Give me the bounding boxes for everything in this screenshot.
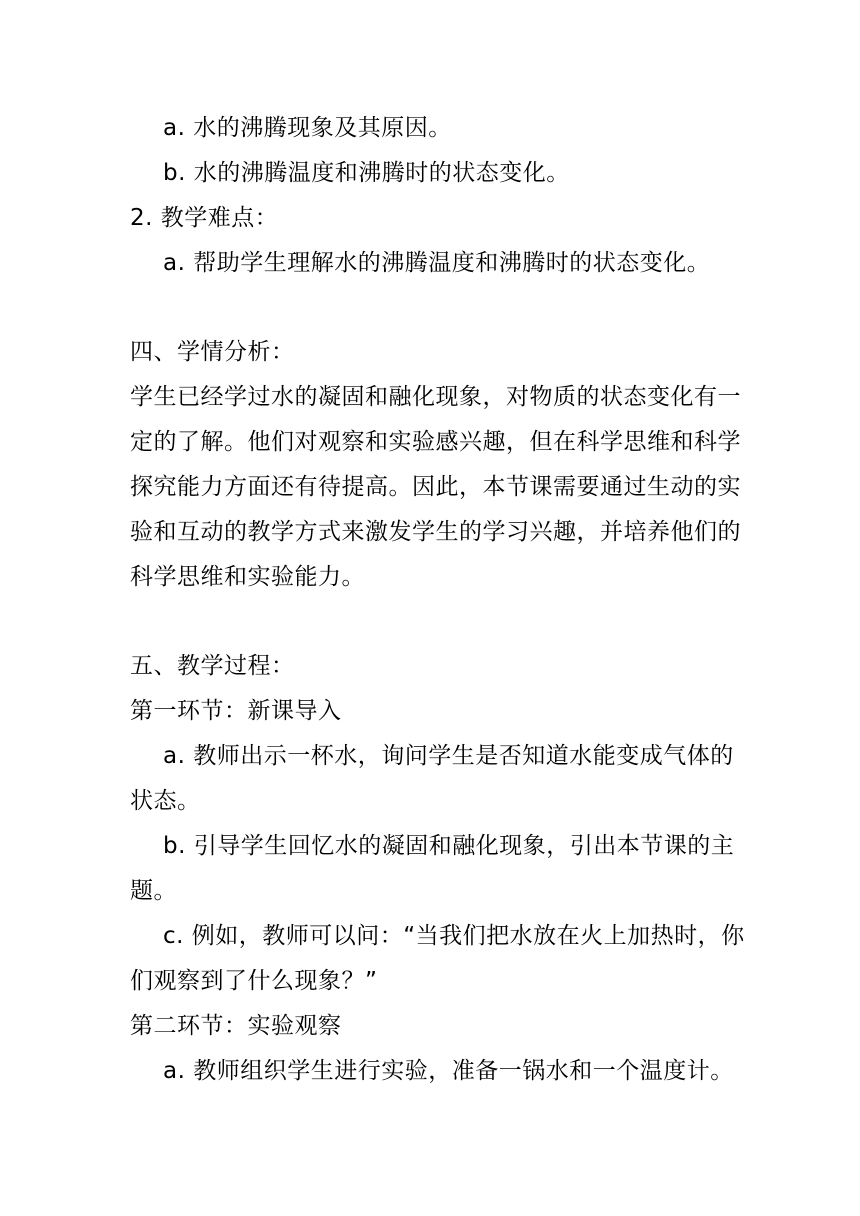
difficulty-a: a. 帮助学生理解水的沸腾温度和沸腾时的状态变化。 — [163, 250, 711, 276]
stage-1-item-a-line-1: a. 教师出示一杯水，询问学生是否知道水能变成气体的 — [163, 743, 734, 769]
analysis-line-2: 定的了解。他们对观察和实验感兴趣，但在科学思维和科学 — [130, 429, 741, 455]
section-heading-student-analysis: 四、学情分析： — [130, 339, 295, 365]
stage-1-item-c-line-2: 们观察到了什么现象？” — [130, 968, 378, 994]
stage-1-item-b-line-2: 题。 — [130, 878, 177, 904]
analysis-line-4: 验和互动的教学方式来激发学生的学习兴趣，并培养他们的 — [130, 519, 741, 545]
analysis-line-1: 学生已经学过水的凝固和融化现象，对物质的状态变化有一 — [130, 384, 741, 410]
stage-1-item-c-line-1: c. 例如，教师可以问：“当我们把水放在火上加热时，你 — [163, 923, 745, 949]
stage-1-heading: 第一环节：新课导入 — [130, 698, 342, 724]
stage-2-item-a: a. 教师组织学生进行实验，准备一锅水和一个温度计。 — [163, 1058, 734, 1084]
stage-2-heading: 第二环节：实验观察 — [130, 1013, 342, 1039]
key-point-a: a. 水的沸腾现象及其原因。 — [163, 115, 452, 141]
analysis-line-3: 探究能力方面还有待提高。因此，本节课需要通过生动的实 — [130, 474, 741, 500]
key-point-b: b. 水的沸腾温度和沸腾时的状态变化。 — [163, 160, 570, 186]
difficulty-heading: 2. 教学难点： — [130, 205, 279, 231]
stage-1-item-a-line-2: 状态。 — [130, 788, 201, 814]
stage-1-item-b-line-1: b. 引导学生回忆水的凝固和融化现象，引出本节课的主 — [163, 833, 735, 859]
section-heading-teaching-process: 五、教学过程： — [130, 653, 295, 679]
analysis-line-5: 科学思维和实验能力。 — [130, 564, 365, 590]
